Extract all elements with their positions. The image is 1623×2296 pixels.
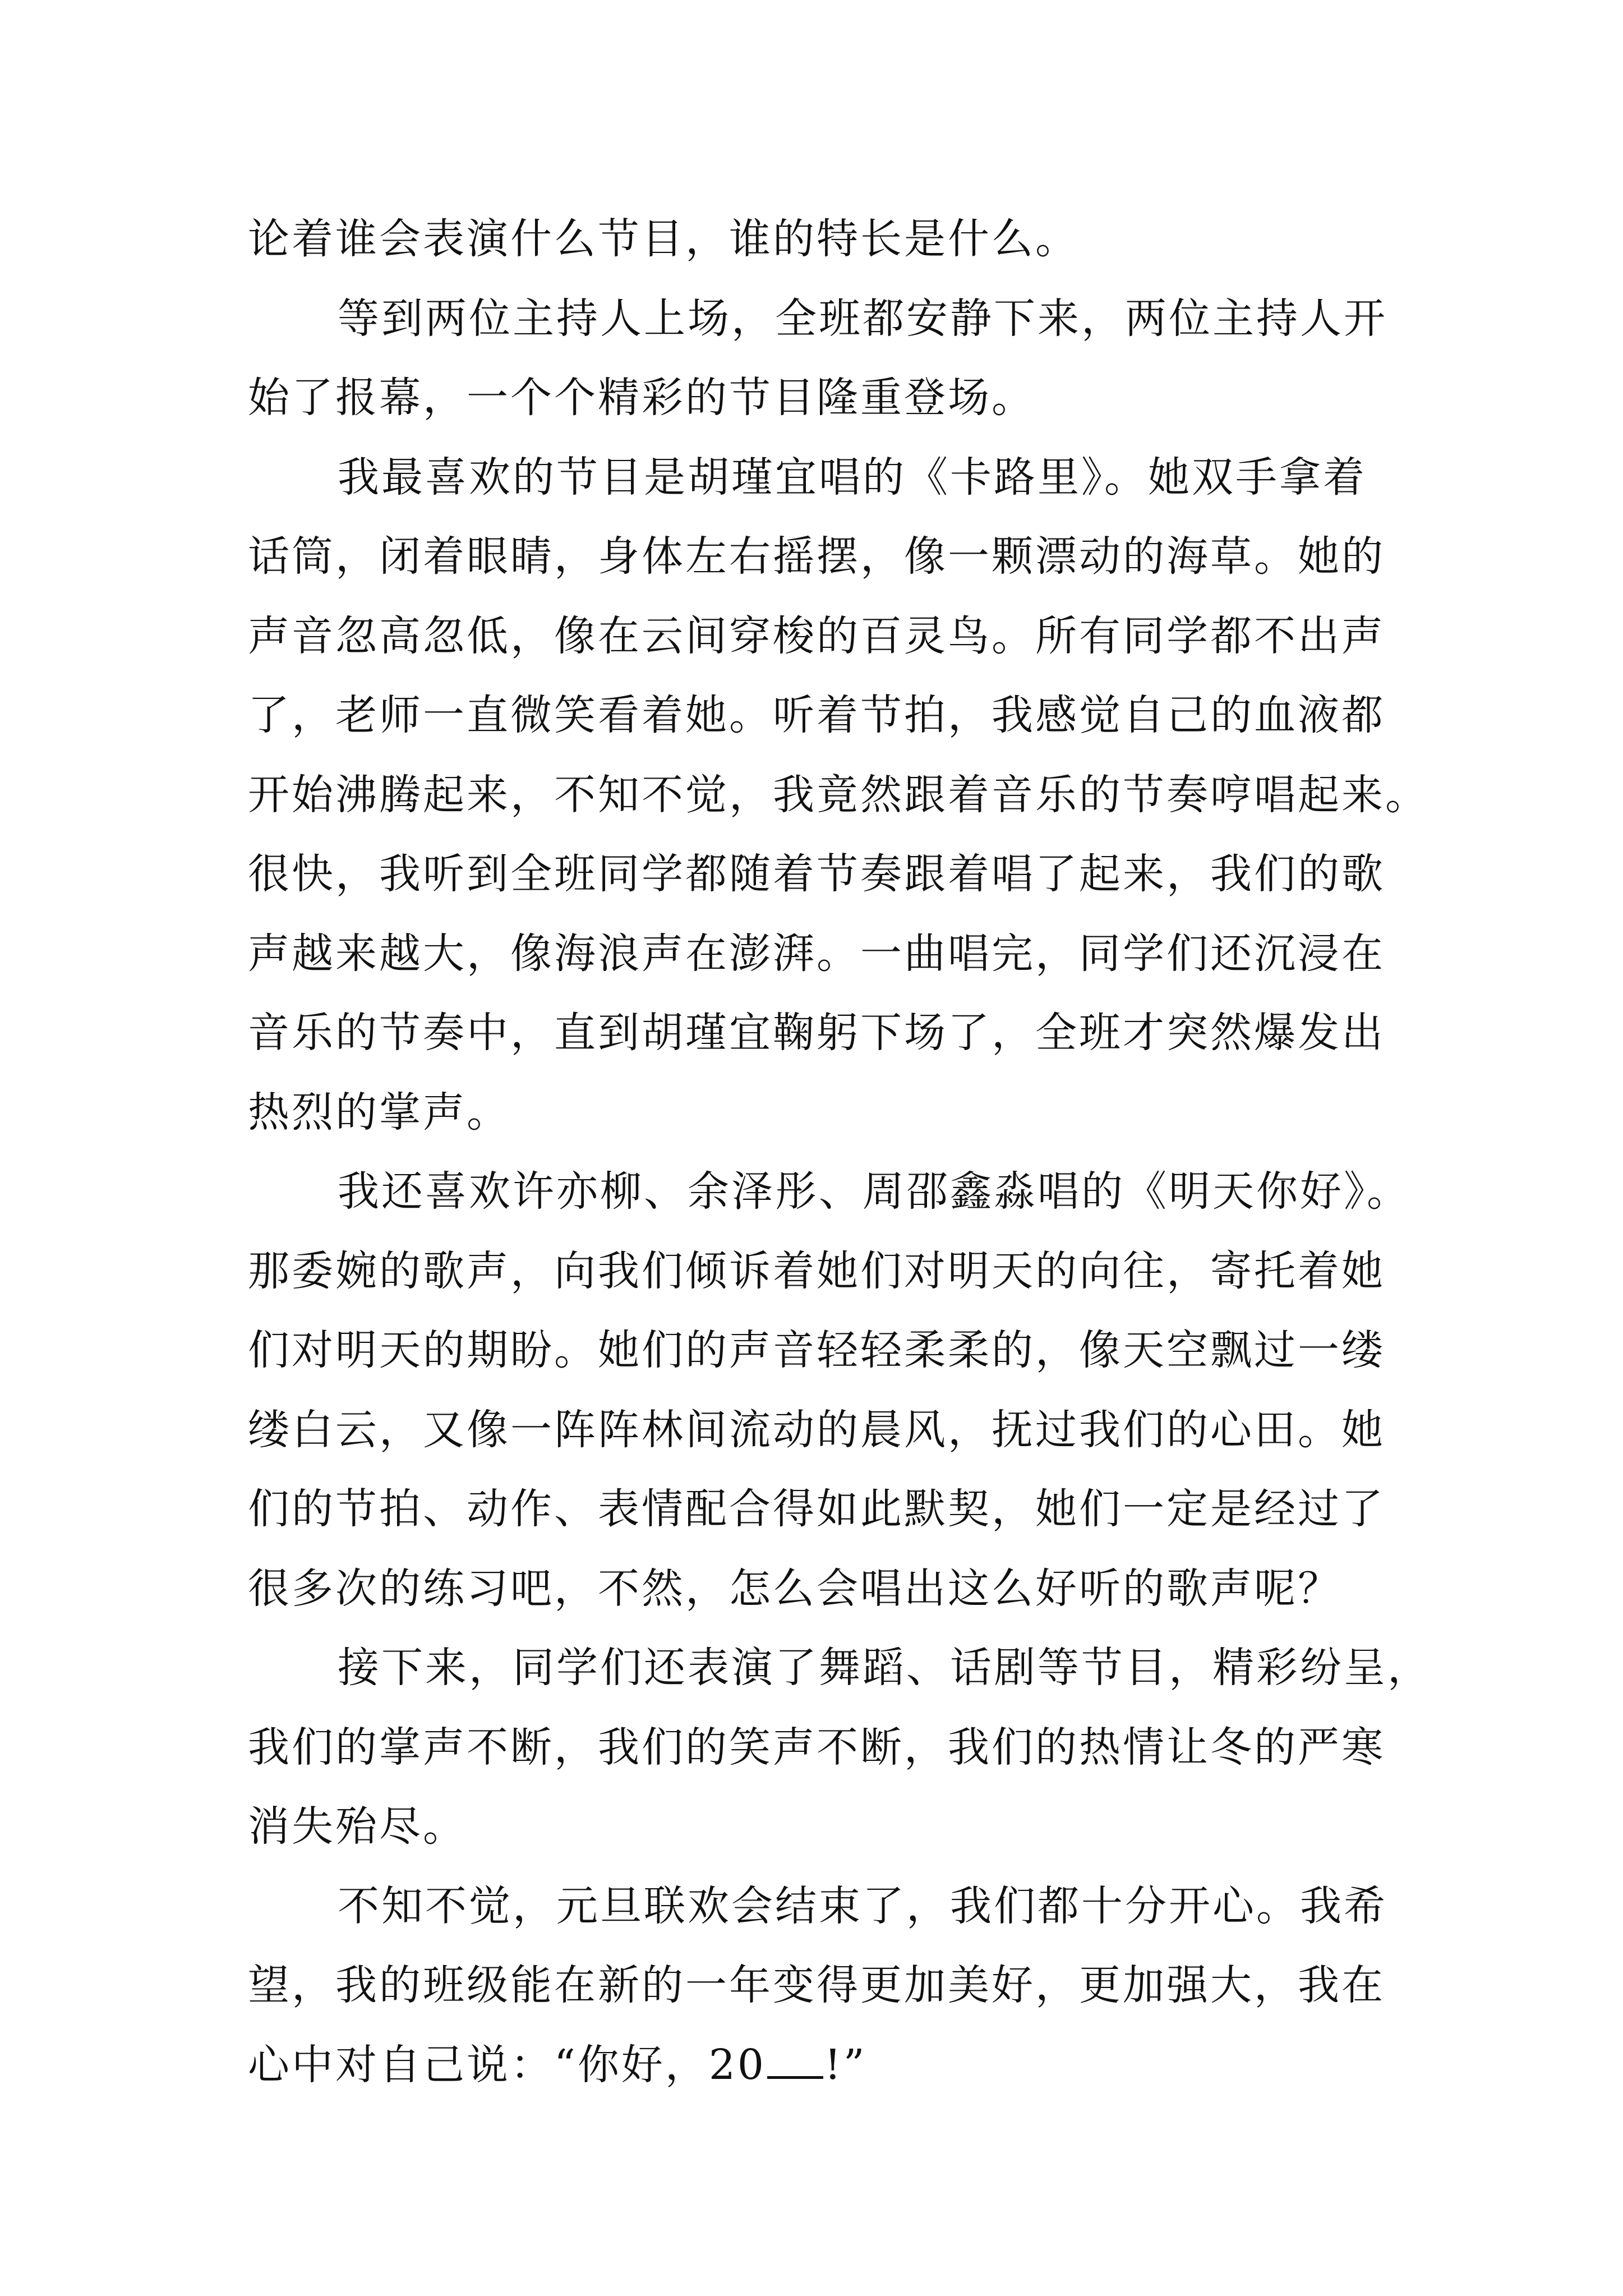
text-line: 很多次的练习吧，不然，怎么会唱出这么好听的歌声呢？ [248, 1564, 1341, 1613]
text-line: 声音忽高忽低，像在云间穿梭的百灵鸟。所有同学都不出声 [248, 611, 1385, 660]
text-line: 们对明天的期盼。她们的声音轻轻柔柔的，像天空飘过一缕 [248, 1326, 1385, 1374]
text-line: 们的节拍、动作、表情配合得如此默契，她们一定是经过了 [248, 1485, 1385, 1533]
text-line: 消失殆尽。 [248, 1802, 467, 1851]
text-line: 音乐的节奏中，直到胡瑾宜鞠躬下场了，全班才突然爆发出 [248, 1009, 1385, 1057]
final-line-before-blank: 心中对自己说：“你好，20 [248, 2040, 766, 2089]
text-line-final [248, 2026, 1381, 2105]
text-line: 我最喜欢的节目是胡瑾宜唱的《卡路里》。她双手拿着 [338, 453, 1367, 501]
text-line: 声越来越大，像海浪声在澎湃。一曲唱完，同学们还沉浸在 [248, 929, 1385, 978]
text-line: 我还喜欢许亦柳、余泽彤、周邵鑫淼唱的《明天你好》。 [338, 1167, 1410, 1216]
text-line: 我们的掌声不断，我们的笑声不断，我们的热情让冬的严寒 [248, 1723, 1385, 1772]
text-line: 等到两位主持人上场，全班都安静下来，两位主持人开 [338, 294, 1387, 343]
text-line: 不知不觉，元旦联欢会结束了，我们都十分开心。我希 [338, 1881, 1387, 1930]
text-line: 始了报幕，一个个精彩的节目隆重登场。 [248, 374, 1035, 422]
fill-in-blank [767, 2042, 823, 2079]
text-line: 接下来，同学们还表演了舞蹈、话剧等节目，精彩纷呈， [338, 1644, 1431, 1692]
text-line: 论着谁会表演什么节目，谁的特长是什么。 [248, 215, 1079, 263]
final-line-after-blank: !” [824, 2040, 867, 2089]
text-line: 那委婉的歌声，向我们倾诉着她们对明天的向往，寄托着她 [248, 1246, 1385, 1295]
document-body [248, 200, 1431, 2105]
text-line: 望，我的班级能在新的一年变得更加美好，更加强大，我在 [248, 1961, 1385, 2009]
text-line: 很快，我听到全班同学都随着节奏跟着唱了起来，我们的歌 [248, 850, 1385, 898]
text-line: 热烈的掌声。 [248, 1088, 510, 1137]
text-line: 缕白云，又像一阵阵林间流动的晨风，抚过我们的心田。她 [248, 1405, 1385, 1454]
text-line: 开始沸腾起来，不知不觉，我竟然跟着音乐的节奏哼唱起来。 [248, 770, 1429, 819]
text-line: 了，老师一直微笑看着她。听着节拍，我感觉自己的血液都 [248, 691, 1385, 739]
text-line: 话筒，闭着眼睛，身体左右摇摆，像一颗漂动的海草。她的 [248, 532, 1385, 581]
